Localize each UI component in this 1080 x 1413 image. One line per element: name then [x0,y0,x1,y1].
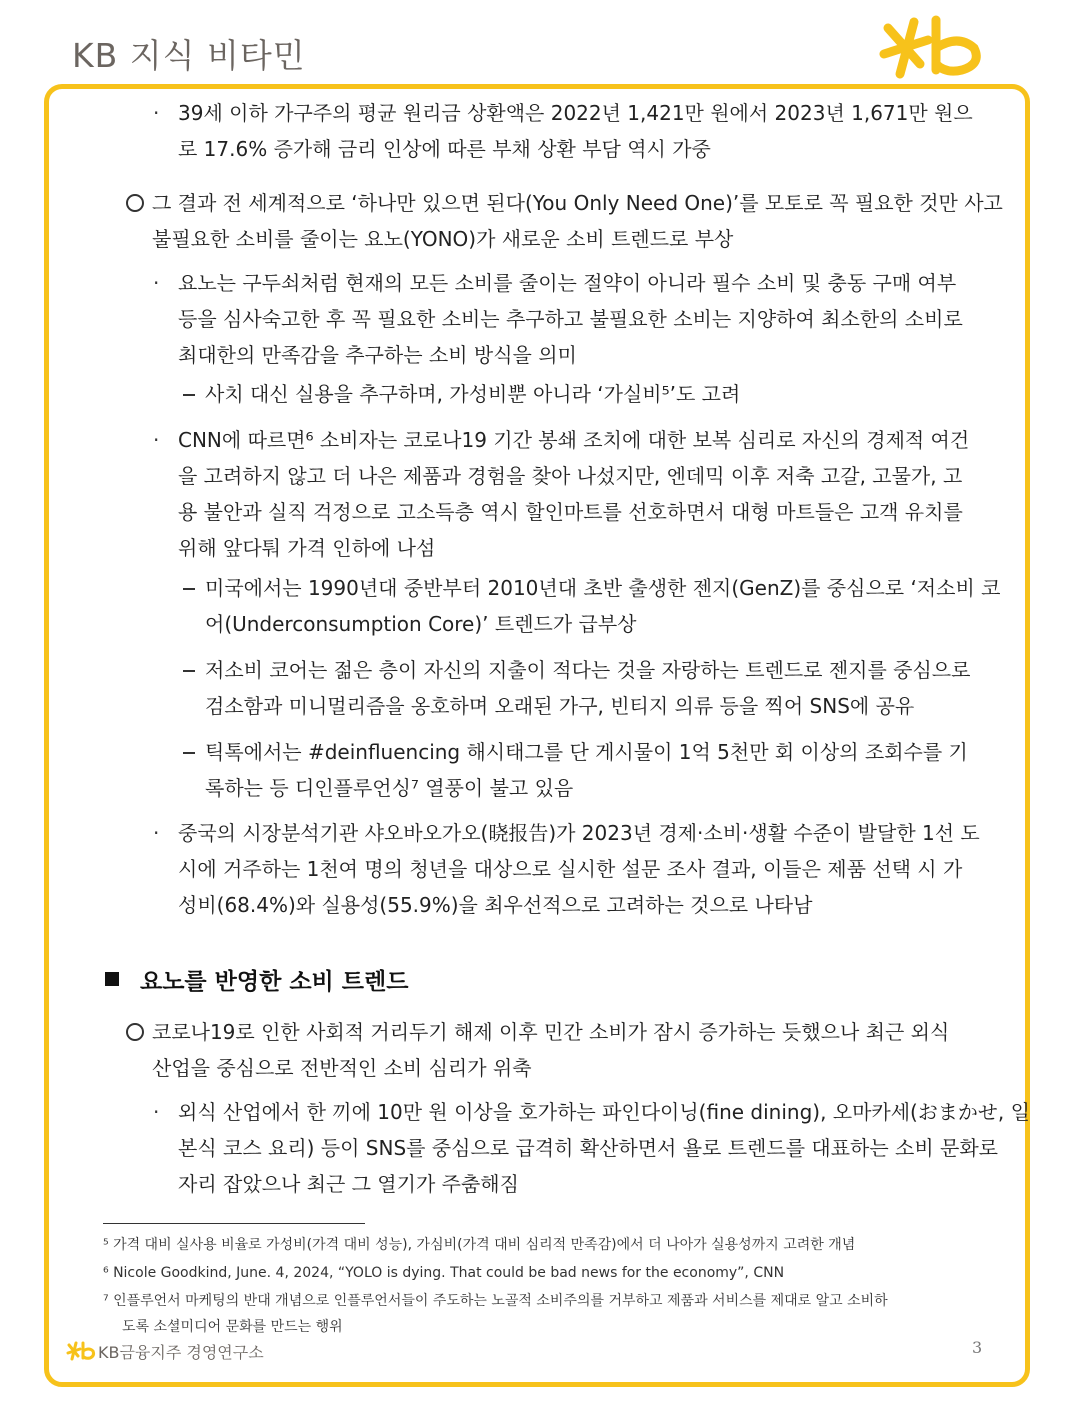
text-line: 그 결과 전 세계적으로 ‘하나만 있으면 된다(You Only Need One)’를 모토로 꼭 필요한 것만 사고 [152,191,1003,215]
dash-bullet-icon [183,588,195,590]
text-line: 최대한의 만족감을 추구하는 소비 방식을 의미 [178,343,577,367]
text-line: 등을 심사숙고한 후 꼭 필요한 소비는 추구하고 불필요한 소비는 지양하여 최소한의 소비로 [178,307,963,331]
bullet-dot: · [153,821,160,845]
text-line: 미국에서는 1990년대 중반부터 2010년대 초반 출생한 젠지(GenZ)를 중심으로 ‘저소비 코 [205,576,1001,600]
section-heading: 요노를 반영한 소비 트렌드 [140,969,409,995]
page-number: 3 [972,1338,983,1357]
text-line: 틱톡에서는 #deinfluencing 해시태그를 단 게시물이 1억 5천만 회 이상의 조회수를 기 [205,740,968,764]
text-line: 산업을 중심으로 전반적인 소비 심리가 위축 [152,1056,532,1080]
text-line: 용 불안과 실직 걱정으로 고소득층 역시 할인마트를 선호하면서 대형 마트들은 고객 유치를 [178,500,963,524]
text-line: 자리 잡았으나 최근 그 열기가 주춤해짐 [178,1172,519,1196]
text-line: 위해 앞다퉈 가격 인하에 나섬 [178,536,436,560]
dash-bullet-icon [183,394,195,396]
footnote-7: ⁷ 인플루언서 마케팅의 반대 개념으로 인플루언서들이 주도하는 노골적 소비주의를 거부하고 제품과 서비스를 제대로 알고 소비하 [103,1293,888,1309]
section-square-icon [105,972,119,986]
text-line: 로 17.6% 증가해 금리 인상에 따른 부채 상환 부담 역시 가중 [178,137,711,161]
dash-bullet-icon [183,752,195,754]
circle-bullet-icon [126,194,144,212]
text-line: 요노는 구두쇠처럼 현재의 모든 소비를 줄이는 절약이 아니라 필수 소비 및 충동 구매 여부 [178,271,957,295]
text-line: 중국의 시장분석기관 샤오바오가오(晓报告)가 2023년 경제·소비·생활 수준이 발달한 1선 도 [178,821,980,845]
text-line: 사치 대신 실용을 추구하며, 가성비뿐 아니라 ‘가실비⁵’도 고려 [205,382,741,406]
footnote-6: ⁶ Nicole Goodkind, June. 4, 2024, “YOLO is dying. That could be bad news for the economy”, CNN [103,1265,785,1281]
text-line: 외식 산업에서 한 끼에 10만 원 이상을 호가하는 파인다이닝(fine dining), 오마카세(おまかせ, 일 [178,1100,1030,1124]
text-line: 코로나19로 인한 사회적 거리두기 해제 이후 민간 소비가 잠시 증가하는 듯했으나 최근 외식 [152,1020,950,1044]
kb-star-small-icon [66,1340,96,1362]
bullet-dot: · [153,428,160,452]
text-line: 저소비 코어는 젊은 층이 자신의 지출이 적다는 것을 자랑하는 트렌드로 젠지를 중심으로 [205,658,971,682]
kb-star-logo-icon [878,12,988,84]
text-line: 검소함과 미니멀리즘을 옹호하며 오래된 가구, 빈티지 의류 등을 찍어 SNS에 공유 [205,694,915,718]
bullet-dot: · [153,1100,160,1124]
text-line: 어(Underconsumption Core)’ 트렌드가 급부상 [205,612,637,636]
text-line: 본식 코스 요리) 등이 SNS를 중심으로 급격히 확산하면서 욜로 트렌드를 대표하는 소비 문화로 [178,1136,998,1160]
circle-bullet-icon [126,1023,144,1041]
text-line: 39세 이하 가구주의 평균 원리금 상환액은 2022년 1,421만 원에서 2023년 1,671만 원으 [178,101,973,125]
text-line: CNN에 따르면⁶ 소비자는 코로나19 기간 봉쇄 조치에 대한 보복 심리로 자신의 경제적 여건 [178,428,970,452]
dash-bullet-icon [183,670,195,672]
bullet-dot: · [153,271,160,295]
text-line: 성비(68.4%)와 실용성(55.9%)을 최우선적으로 고려하는 것으로 나타남 [178,893,813,917]
footer-organization: KB금융지주 경영연구소 [98,1343,264,1362]
text-line: 시에 거주하는 1천여 명의 청년을 대상으로 실시한 설문 조사 결과, 이들은 제품 선택 시 가 [178,857,963,881]
footnote-rule [103,1223,365,1224]
page-title: KB 지식 비타민 [72,36,306,75]
footnote-5: ⁵ 가격 대비 실사용 비율로 가성비(가격 대비 성능), 가심비(가격 대비 심리적 만족감)에서 더 나아가 실용성까지 고려한 개념 [103,1237,856,1253]
footnote-7-cont: 도록 소셜미디어 문화를 만드는 행위 [122,1319,343,1335]
text-line: 록하는 등 디인플루언싱⁷ 열풍이 불고 있음 [205,776,574,800]
text-line: 불필요한 소비를 줄이는 요노(YONO)가 새로운 소비 트렌드로 부상 [152,227,734,251]
text-line: 을 고려하지 않고 더 나은 제품과 경험을 찾아 나섰지만, 엔데믹 이후 저축 고갈, 고물가, 고 [178,464,963,488]
bullet-dot: · [153,101,160,125]
